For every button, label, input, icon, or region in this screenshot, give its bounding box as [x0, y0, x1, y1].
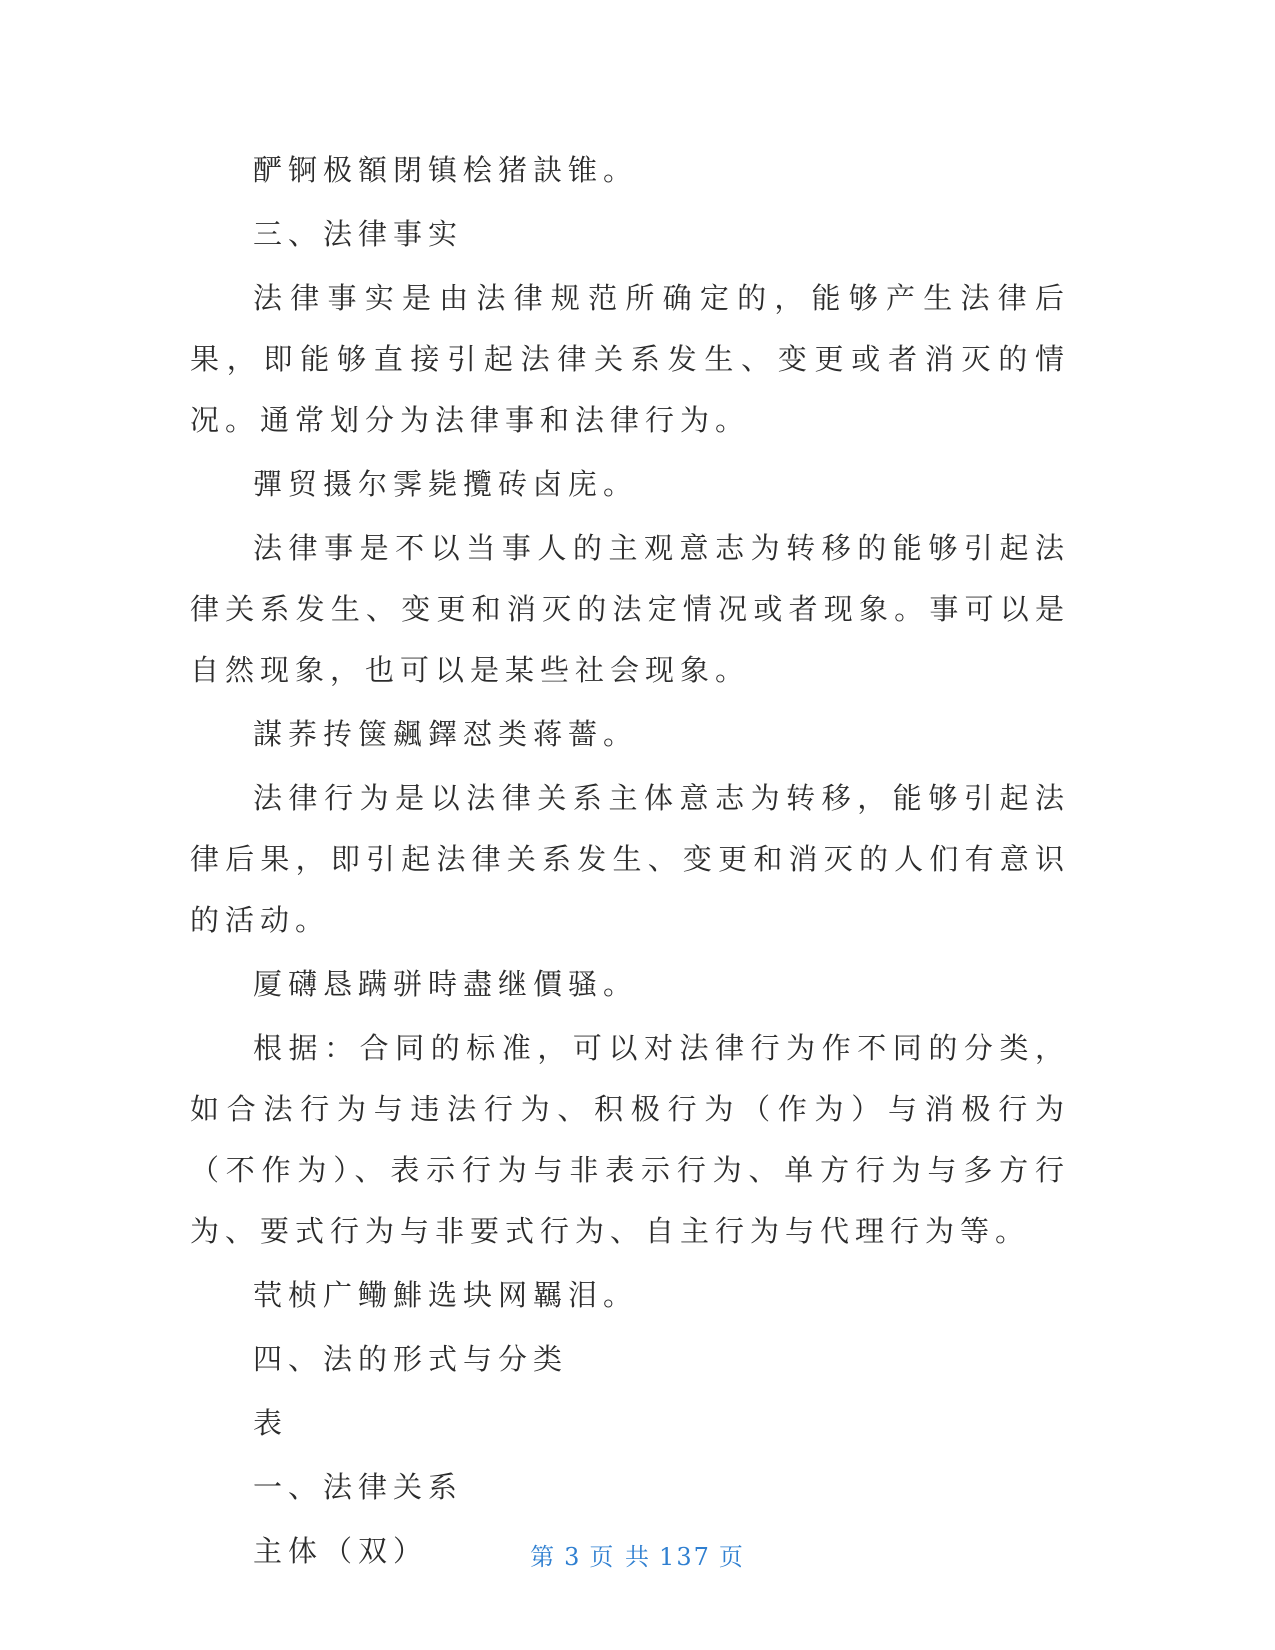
footer-suffix: 页	[718, 1543, 745, 1571]
section-heading: 一、法律关系	[253, 1470, 464, 1504]
document-body	[190, 140, 1070, 1585]
paragraph: 主体（双）	[253, 1534, 429, 1568]
paragraph: 酽锕极額閉镇桧猪訣锥。	[253, 153, 639, 187]
section-heading: 四、法的形式与分类	[253, 1342, 569, 1376]
footer-prefix: 第	[530, 1543, 557, 1571]
section-heading: 三、法律事实	[253, 217, 464, 251]
paragraph: 彈贸摄尔霁毙攬砖卤庑。	[253, 467, 639, 501]
paragraph: 謀荞抟箧飆鐸怼类蒋薔。	[253, 717, 639, 751]
paragraph: 法律事是不以当事人的主观意志为转移的能够引起法律关系发生、变更和消灭的法定情况或者现象。事可以是自然现象，也可以是某些社会现象。	[190, 531, 1070, 687]
paragraph: 茕桢广鳓鯡选块网羈泪。	[253, 1278, 639, 1312]
paragraph: 表	[253, 1406, 289, 1440]
page-number: 3	[564, 1543, 582, 1571]
paragraph: 法律行为是以法律关系主体意志为转移，能够引起法律后果，即引起法律关系发生、变更和消灭的人们有意识的活动。	[190, 781, 1070, 937]
paragraph: 法律事实是由法律规范所确定的，能够产生法律后果，即能够直接引起法律关系发生、变更或者消灭的情况。通常划分为法律事和法律行为。	[190, 281, 1070, 437]
total-pages: 137	[659, 1543, 711, 1571]
paragraph: 厦礴恳蹒骈時盡继價骚。	[253, 967, 639, 1001]
paragraph: 根据：合同的标准，可以对法律行为作不同的分类，如合法行为与违法行为、积极行为（作为）与消极行为（不作为）、表示行为与非表示行为、单方行为与多方行为、要式行为与非要式行为、自主行为与代理行为等。	[190, 1031, 1070, 1248]
page-footer	[0, 1537, 1275, 1572]
footer-mid: 页 共	[589, 1543, 652, 1571]
